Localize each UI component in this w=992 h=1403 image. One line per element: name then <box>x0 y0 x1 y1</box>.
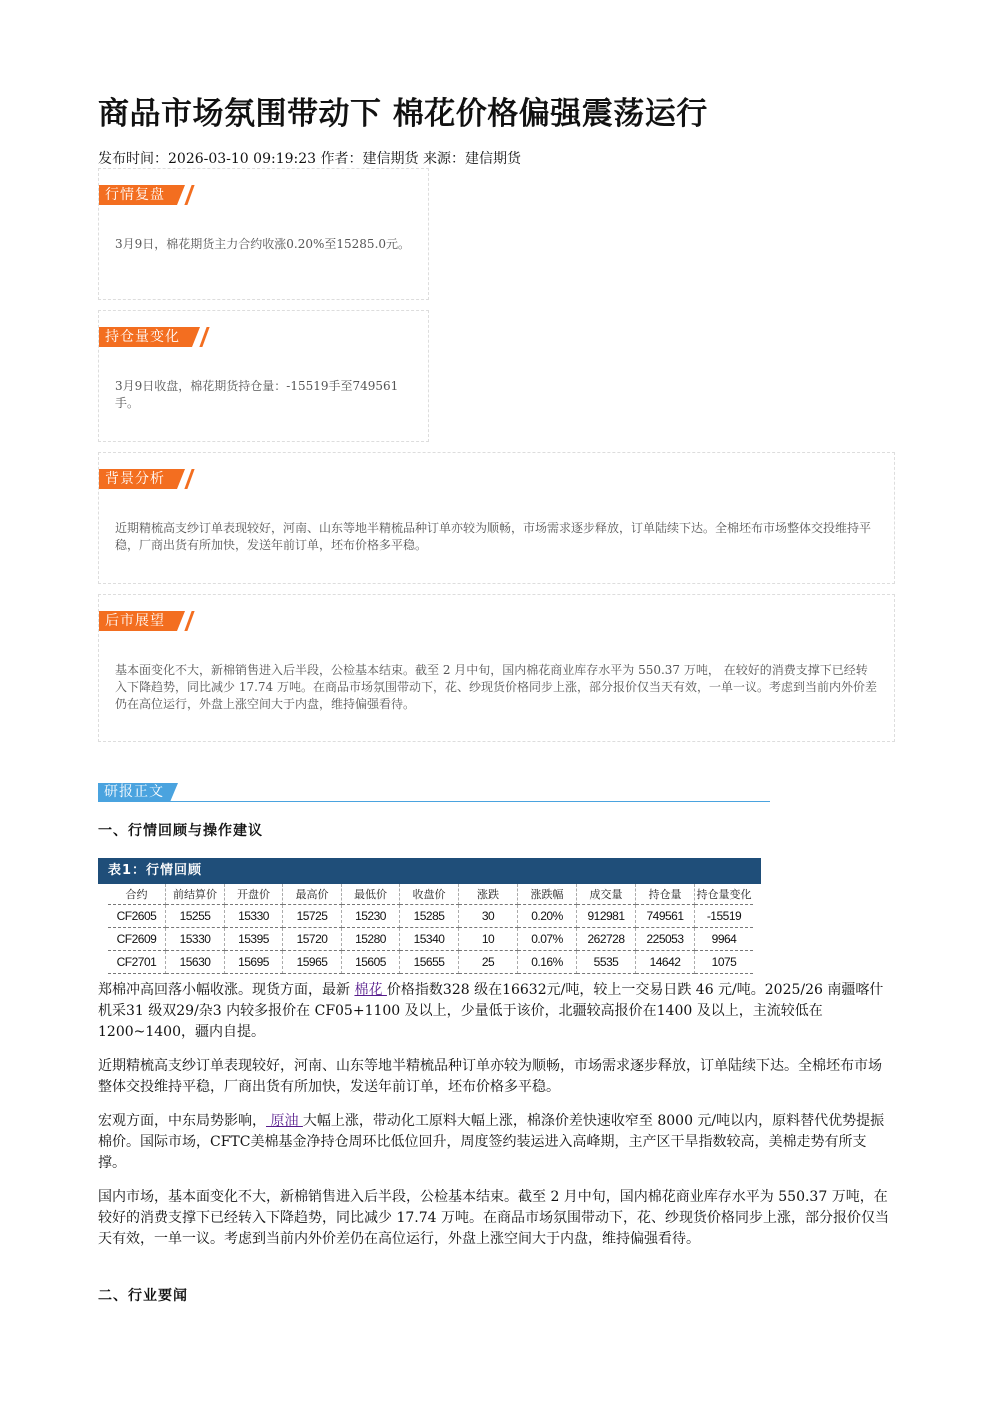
report-divider <box>98 801 770 802</box>
background-analysis-tag: 背景分析 <box>99 469 177 489</box>
table-cell: 15655 <box>400 951 459 974</box>
table-row <box>108 951 753 974</box>
table-cell: 0.20% <box>518 905 577 928</box>
table-cell: CF2701 <box>108 951 166 974</box>
paragraph-1 <box>98 980 893 1043</box>
report-body-tag: 研报正文 <box>98 783 170 802</box>
paragraph-2: 近期精梳高支纱订单表现较好，河南、山东等地半精梳品种订单亦较为顺畅，市场需求逐步释放，订单陆续下达。全棉坯布市场整体交投维持平稳，厂商出货有所加快，发送年前订单，坯布价格多平稳。 <box>98 1058 882 1095</box>
table-row <box>108 928 753 951</box>
col-header: 合约 <box>108 884 166 905</box>
article-meta: 发布时间：2026-03-10 09:19:23 作者：建信期货 来源：建信期货 <box>98 151 521 167</box>
outlook-tag: 后市展望 <box>99 611 177 631</box>
crude-oil-link[interactable]: 原油 <box>266 1113 303 1129</box>
table-cell: 15965 <box>283 951 342 974</box>
table-cell: 10 <box>459 928 518 951</box>
col-header: 持仓量 <box>636 884 695 905</box>
table-row <box>108 905 753 928</box>
table-cell: 15330 <box>225 905 283 928</box>
col-header: 涨跌幅 <box>518 884 577 905</box>
col-header: 前结算价 <box>166 884 225 905</box>
table-cell: 15280 <box>342 928 400 951</box>
paragraph-3 <box>98 1111 893 1174</box>
article-title: 商品市场氛围带动下 棉花价格偏强震荡运行 <box>98 96 708 132</box>
col-header: 涨跌 <box>459 884 518 905</box>
paragraph-3-start: 宏观方面，中东局势影响， <box>98 1113 266 1129</box>
market-review-box <box>98 168 429 300</box>
position-change-tag: 持仓量变化 <box>99 327 192 347</box>
table-cell: 9964 <box>695 928 754 951</box>
market-review-tag: 行情复盘 <box>99 185 177 205</box>
table-cell: 15725 <box>283 905 342 928</box>
table-cell: 15695 <box>225 951 283 974</box>
col-header: 成交量 <box>577 884 636 905</box>
col-header: 收盘价 <box>400 884 459 905</box>
section-heading-1: 一、行情回顾与操作建议 <box>98 823 263 839</box>
col-header: 最高价 <box>283 884 342 905</box>
table-cell: 14642 <box>636 951 695 974</box>
table-cell: 15340 <box>400 928 459 951</box>
paragraph-4: 国内市场，基本面变化不大，新棉销售进入后半段，公检基本结束。截至 2 月中旬，国内棉花商业库存水平为 550.37 万吨，在较好的消费支撑下已经转入下降趋势，同比减少 17.74 万吨。在商品市场氛围带动下，花、纱现货价格同步上涨，部分报价仅当天有效，一单一议。考虑到当前内外价差仍在高位运行，外盘上涨空间大于内盘，维持偏强看待。 <box>98 1189 889 1247</box>
table-cell: 25 <box>459 951 518 974</box>
table-cell: 1075 <box>695 951 754 974</box>
table-cell: 15605 <box>342 951 400 974</box>
background-analysis-text: 近期精梳高支纱订单表现较好，河南、山东等地半精梳品种订单亦较为顺畅，市场需求逐步释放，订单陆续下达。全棉坯布市场整体交投维持平稳，厂商出货有所加快，发送年前订单，坯布价格多平稳。 <box>115 521 872 552</box>
background-analysis-box <box>98 452 895 584</box>
paragraph-1-end: 价格指数328 级在16632元/吨，较上一交易日跌 46 元/吨。2025/26 南疆喀什机采31 级双29/杂3 内较多报价在 CF05+1100 及以上，少量低于该价，北疆较高报价在1400 及以上，主流较低在 1200~1400，疆内自提。 <box>98 982 884 1040</box>
col-header: 开盘价 <box>225 884 283 905</box>
table-cell: 30 <box>459 905 518 928</box>
paragraph-3-end: 大幅上涨，带动化工原料大幅上涨，棉涤价差快速收窄至 8000 元/吨以内，原料替代优势提振棉价。国际市场，CFTC美棉基金净持仓周环比低位回升，周度签约装运进入高峰期，主产区干旱指数较高，美棉走势有所支撑。 <box>98 1113 885 1171</box>
table-cell: 15255 <box>166 905 225 928</box>
table-cell: 15630 <box>166 951 225 974</box>
table-cell: CF2609 <box>108 928 166 951</box>
table-cell: 15720 <box>283 928 342 951</box>
table-cell: 15285 <box>400 905 459 928</box>
table-cell: 5535 <box>577 951 636 974</box>
section-heading-2: 二、行业要闻 <box>98 1288 188 1304</box>
outlook-box <box>98 594 895 742</box>
outlook-text: 基本面变化不大，新棉销售进入后半段，公检基本结束。截至 2 月中旬，国内棉花商业库存水平为 550.37 万吨， 在较好的消费支撑下已经转入下降趋势，同比减少 17.74 万吨。在商品市场氛围带动下，花、纱现货价格同步上涨，部分报价仅当天有效，一单一议。考虑到当前内外价差仍在高位运行，外盘上涨空间大于内盘，维持偏强看待。 <box>115 663 877 711</box>
table-cell: 262728 <box>577 928 636 951</box>
table-cell: 0.07% <box>518 928 577 951</box>
table-header-row <box>108 884 753 905</box>
paragraph-1-start: 郑棉冲高回落小幅收涨。现货方面，最新 <box>98 982 355 998</box>
table-cell: CF2605 <box>108 905 166 928</box>
table-cell: 0.16% <box>518 951 577 974</box>
table-cell: 912981 <box>577 905 636 928</box>
market-review-text: 3月9日，棉花期货主力合约收涨0.20%至15285.0元。 <box>115 237 411 251</box>
position-change-box <box>98 310 429 442</box>
table-cell: 225053 <box>636 928 695 951</box>
table-title: 表1：行情回顾 <box>98 858 761 884</box>
market-review-table <box>98 858 761 974</box>
col-header: 最低价 <box>342 884 400 905</box>
table-cell: -15519 <box>695 905 754 928</box>
table-cell: 15230 <box>342 905 400 928</box>
cotton-link[interactable]: 棉花 <box>354 982 387 998</box>
table-cell: 15330 <box>166 928 225 951</box>
position-change-text: 3月9日收盘，棉花期货持仓量：-15519手至749561手。 <box>115 379 399 410</box>
table-cell: 749561 <box>636 905 695 928</box>
col-header: 持仓量变化 <box>695 884 754 905</box>
table-cell: 15395 <box>225 928 283 951</box>
quotes-table <box>108 884 753 974</box>
